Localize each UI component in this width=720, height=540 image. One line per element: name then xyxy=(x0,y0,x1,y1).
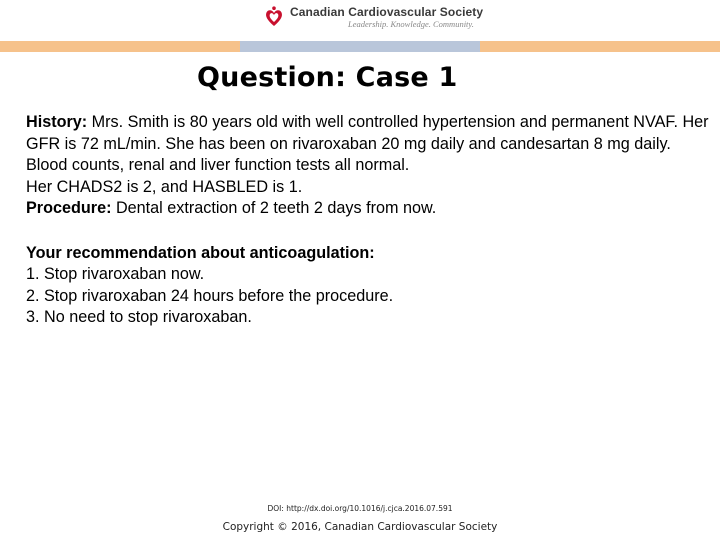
procedure-paragraph xyxy=(26,198,711,220)
history-label: History: xyxy=(26,113,88,131)
procedure-text: Dental extraction of 2 teeth 2 days from now. xyxy=(111,199,437,217)
color-bar-segment xyxy=(480,41,720,52)
doi-footer: DOI: http://dx.doi.org/10.1016/j.cjca.2016.07.591 xyxy=(267,504,453,513)
option-item: 1. Stop rivaroxaban now. xyxy=(26,265,205,283)
history-text: Mrs. Smith is 80 years old with well controlled hypertension and permanent NVAF. Her GFR is 72 mL/min. She has been on rivaroxaban 20 mg daily and candesartan 8 mg daily. Blood counts, renal and liver function tests all normal. xyxy=(26,113,709,174)
ccs-logo xyxy=(264,6,483,29)
org-tagline: Leadership. Knowledge. Community. xyxy=(348,19,474,29)
procedure-label: Procedure: xyxy=(26,199,112,217)
recommendation-heading: Your recommendation about anticoagulation: xyxy=(26,243,375,262)
ccs-heart-logo-icon xyxy=(264,6,284,28)
history-paragraph xyxy=(26,112,711,177)
header-color-bar xyxy=(0,41,720,52)
color-bar-segment xyxy=(240,41,480,52)
copyright-footer: Copyright © 2016, Canadian Cardiovascular Society xyxy=(222,521,498,533)
org-name: Canadian Cardiovascular Society xyxy=(290,5,484,19)
scores-text: Her CHADS2 is 2, and HASBLED is 1. xyxy=(26,177,303,196)
option-item: 2. Stop rivaroxaban 24 hours before the procedure. xyxy=(26,286,394,305)
color-bar-segment xyxy=(0,41,240,52)
slide-body xyxy=(26,112,711,329)
slide-title: Question: Case 1 xyxy=(197,62,458,93)
header xyxy=(0,0,720,40)
option-item: 3. No need to stop rivaroxaban. xyxy=(26,308,252,326)
